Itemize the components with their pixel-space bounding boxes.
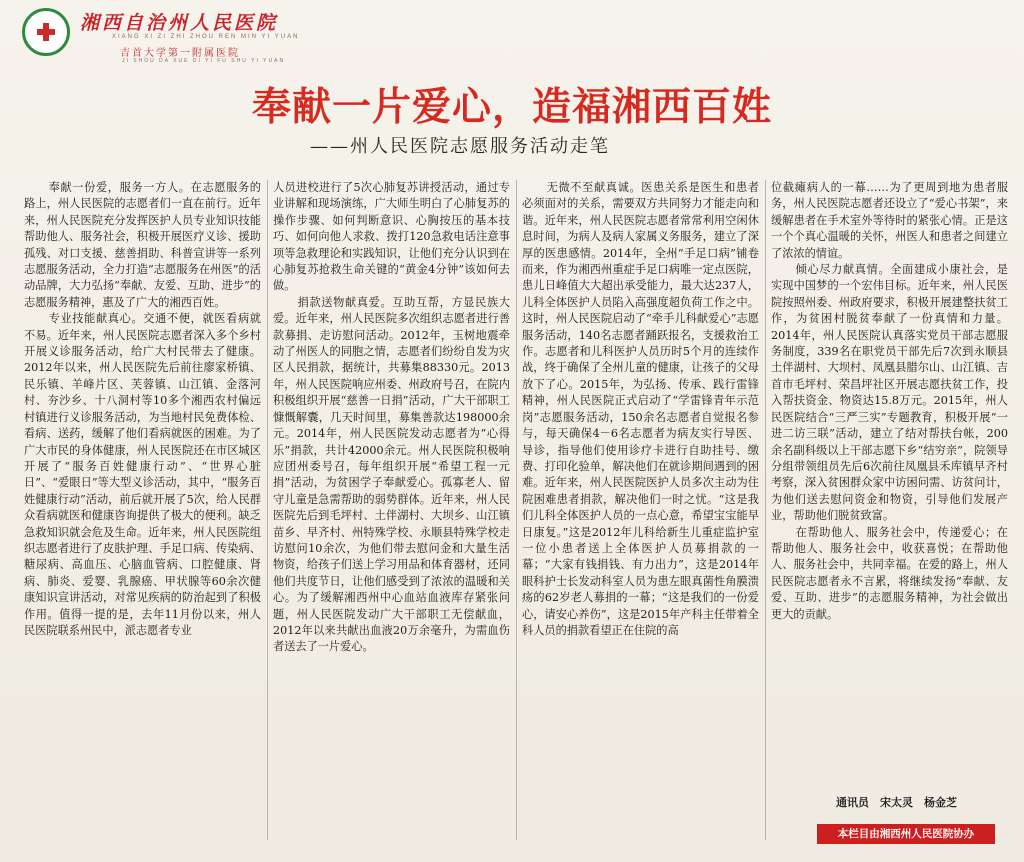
article-column-1 [24,180,261,848]
affiliation: 吉首大学第一附属医院 [120,48,240,59]
affiliation-pinyin: JI SHOU DA XUE DI YI FU SHU YI YUAN [122,58,286,64]
article-column-4 [771,180,1008,848]
paragraph: 在帮助他人、服务社会中，传递爱心；在帮助他人、服务社会中，收获喜悦；在帮助他人、服务社会中，共同幸福。在爱的路上，州人民医院志愿者永不言累，将继续发扬“奉献、友爱、互助、进步”的志愿服务精神，为社会做出更大的贡献。 [771,525,1008,621]
credit-banner: 本栏目由湘西州人民医院协办 [817,824,995,844]
paragraph: 捐款送物献真爱。互助互帮，方显民族大爱。近年来，州人民医院多次组织志愿者进行善款募捐、走访慰问活动。2012年，玉树地震牵动了州医人的同胞之情，志愿者们纷纷自发为灾区人民捐款，据统计，共募集88330元。2013年，州人民医院响应州委、州政府号召，在院内积极组织开展“慈善一日捐”活动，广大干部职工慷慨解囊，几天时间里，募集善款达198000余元。2014年，州人民医院发动志愿者为“心得乐”捐款，共计42000余元。州人民医院积极响应团州委号召，每年组织开展“希望工程一元捐”活动，为贫困学子奉献爱心。孤寡老人、留守儿童是急需帮助的弱势群体。近年来，州人民医院先后到毛坪村、土伴湖村、大坝乡、山江镇苗乡、早齐村、州特殊学校、永顺县特殊学校走访慰问10余次，为他们带去慰问金和大量生活物资，给孩子们送上学习用品和体育器材，还同他们共度节日，让他们感受到了浓浓的温暖和关心。为了缓解湘西州中心血站血液库存紧张问题，州人民医院发动广大干部职工无偿献血，2012年以来共献出血液20万余毫升，为需血伤者送去了一片爱心。 [273,295,510,654]
paragraph: 位截瘫病人的一幕……为了更周到地为患者服务，州人民医院志愿者还设立了“爱心书架”，来缓解患者在手术室外等待时的紧张心情。正是这一个个真心温暖的关怀，州医人和患者之间建立了浓浓的情谊。 [771,181,1008,260]
article-body [24,180,1006,848]
masthead [22,6,300,64]
article-column-3 [522,180,759,848]
hospital-name: 湘西自治州人民医院 [80,12,279,34]
column-divider [516,180,517,840]
byline: 通讯员 宋太灵 杨金芝 [836,796,957,809]
article-headline: 奉献一片爱心，造福湘西百姓 [251,85,772,130]
paragraph: 奉献一份爱，服务一方人。在志愿服务的路上，州人民医院的志愿者们一直在前行。近年来，州人民医院充分发挥医护人员专业知识技能帮助他人、服务社会，积极开展医疗义诊、援助孤残、对口支援、慈善捐助、科普宣讲等一系列志愿服务活动，全力打造“志愿服务在州医”的活动品牌，大力弘扬“奉献、友爱、互助、进步”的志愿服务精神，惠及了广大的湘西百姓。 [24,181,261,309]
hospital-logo-icon [22,8,70,56]
paragraph: 专业技能献真心。交通不便，就医看病就不易。近年来，州人民医院志愿者深入多个乡村开展义诊服务活动，给广大村民带去了健康。2012年以来，州人民医院先后前往廖家桥镇、民乐镇、羊峰片区、芙蓉镇、山江镇、金落河村、夯沙乡、十八洞村等10多个湘西农村偏远村镇进行义诊服务活动，为当地村民免费体检、看病、送药，缓解了他们看病就医的困难。为了广大市民的身体健康，州人民医院还在市区城区开展了“服务百姓健康行动”、“世界心脏日”、“爱眼日”等大型义诊活动，其中，“服务百姓健康行动”活动，前后就开展了5次，给人民群众看病就医和健康咨询提供了极大的便利。缺乏急救知识就会危及生命。近年来，州人民医院组织志愿者进行了皮肤护理、手足口病、传染病、糖尿病、高血压、心脑血管病、口腔健康、肾病、肺炎、爱婴、乳腺癌、甲状腺等60余次健康知识宣讲活动，对常见疾病的防治起到了积极作用。值得一提的是，去年11月份以来，州人民医院联系州民中，派志愿者专业 [24,312,261,637]
column-divider [765,180,766,840]
article-column-2 [273,180,510,848]
column-divider [267,180,268,840]
paragraph: 人员进校进行了5次心肺复苏讲授活动，通过专业讲解和现场演练，广大师生明白了心肺复苏的操作步骤、如何判断意识、心胸按压的基本技巧、如何向他人求救、拨打120急救电话注意事项等急救理论和实践知识，让他们充分认识到在心肺复苏抢救生命关键的“黄金4分钟”该如何去做。 [273,181,510,293]
hospital-pinyin: XIANG XI ZI ZHI ZHOU REN MIN YI YUAN [112,34,300,40]
paragraph: 无微不至献真诚。医患关系是医生和患者必须面对的关系，需要双方共同努力才能走向和谐。近年来，州人民医院志愿者常常利用空闲休息时间，为病人及病人家属义务服务，建立了深厚的医患感情。2014年，全州“手足口病”铺卷而来，作为湘西州重症手足口病唯一定点医院，患儿日峰值大大超出承受能力，最大达237人，儿科全体医护人员陷入高强度超负荷工作之中。这时，州人民医院启动了“牵手儿科献爱心”志愿服务活动，140名志愿者踊跃报名，支援救治工作。志愿者和儿科医护人员历时5个月的连续作战，终于确保了全州儿童的健康，让孩子的父母放下了心。2015年，为弘扬、传承、践行雷锋精神，州人民医院正式启动了“学雷锋青年示范岗”志愿服务活动，150余名志愿者自觉报名参与，每天确保4－6名志愿者为病友实行导医、导诊，指导他们使用诊疗卡进行自助挂号、缴费、打印化验单，解决他们在就诊期间遇到的困难。近年来，州人民医院医护人员多次主动为住院困难患者捐款，解决他们一时之忧。“这是我们儿科全体医护人员的一点心意，希望宝宝能早日康复。”这是2012年儿科给新生儿重症监护室一位小患者送上全体医护人员募捐款的一幕；“大家有钱捐钱、有力出力”，这是2014年眼科护士长发动科室人员为患左眼真菌性角膜溃疡的62岁老人募捐的一幕；“这是我们的一份爱心，请安心养伤”，这是2015年产科主任带着全科人员的捐款看望正在住院的高 [522,181,759,637]
article-subheadline: ——州人民医院志愿服务活动走笔 [310,136,610,157]
paragraph: 倾心尽力献真情。全面建成小康社会，是实现中国梦的一个宏伟目标。近年来，州人民医院按照州委、州政府要求，积极开展建整扶贫工作，为贫困村脱贫奉献了一份真情和力量。2014年，州人民医院认真落实党员干部志愿服务制度，339名在职党员干部先后7次到永顺县土伴湖村、大坝村、凤凰县腊尔山、山江镇、吉首市毛坪村、荣昌坪社区开展志愿扶贫工作，投入帮扶资金、物资达15.8万元。2015年，州人民医院结合“三严三实”专题教育，积极开展“一进二访三联”活动，建立了结对帮扶台帐，200余名副科级以上干部志愿下乡“结穷亲”，院领导分组带领组员先后6次前往凤凰县禾库镇早齐村考察，深入贫困群众家中访困问需、访贫问计，为他们送去慰问资金和物资，引导他们发展产业，帮助他们脱贫致富。 [771,263,1008,523]
